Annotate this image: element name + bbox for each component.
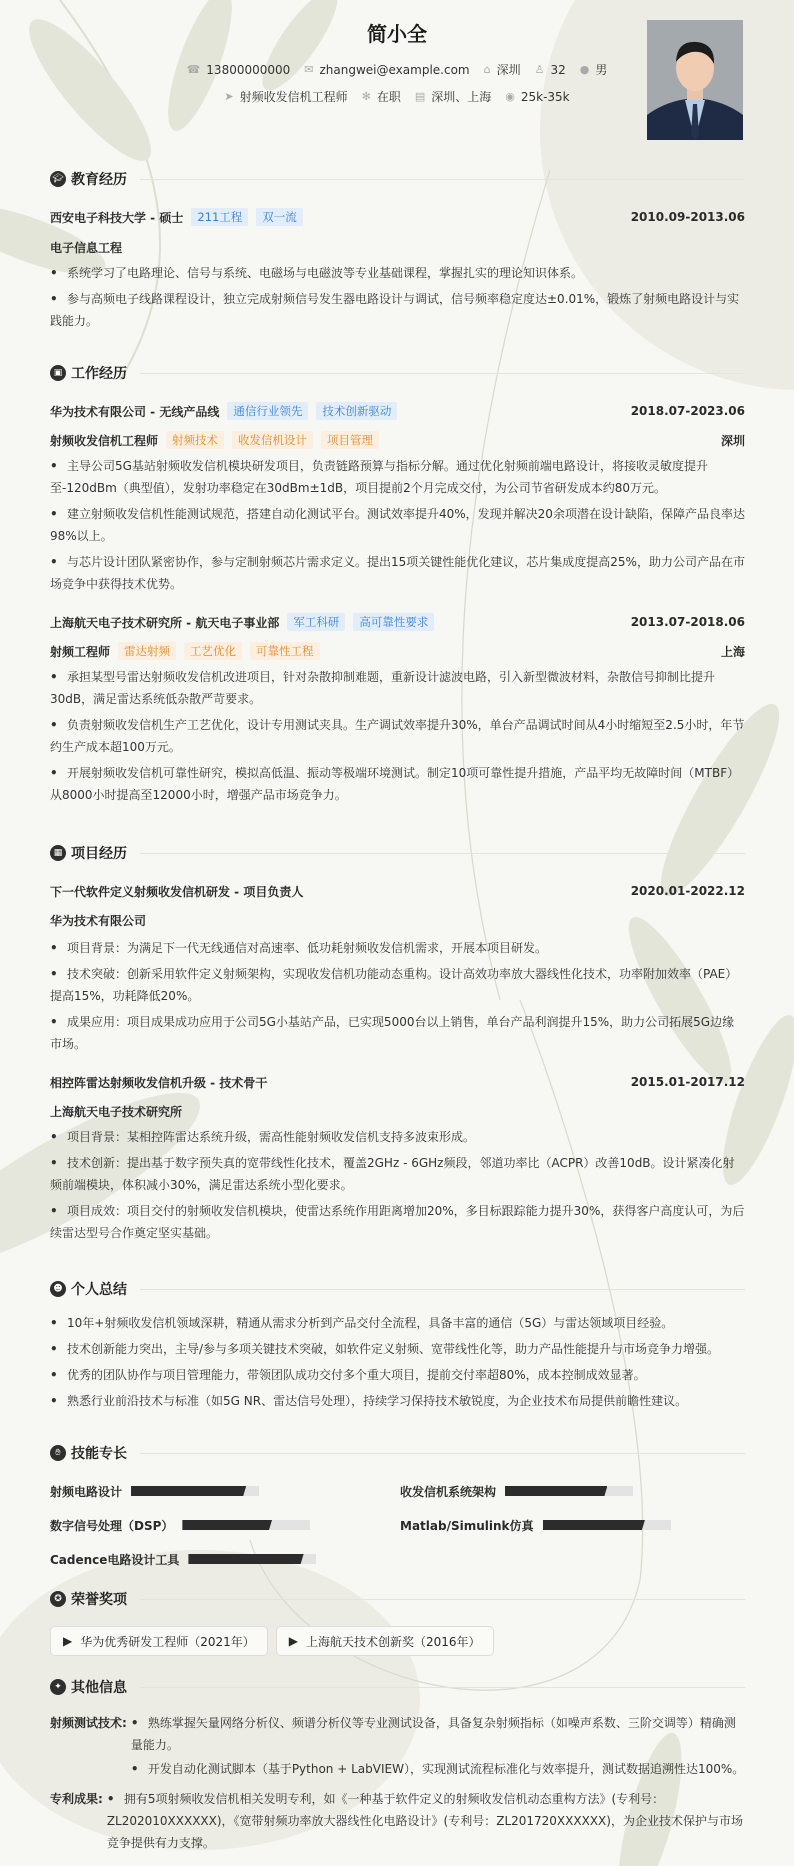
skill-bar: [505, 1486, 633, 1496]
triangle-right-icon: ▶: [288, 1634, 299, 1648]
project-name: 相控阵雷达射频收发信机升级 - 技术骨干: [50, 1075, 268, 1090]
skill-bar-fill: [188, 1554, 303, 1564]
skill-name: 数字信号处理（DSP）: [50, 1518, 174, 1533]
phone: 13800000000: [206, 62, 291, 77]
tag: 军工科研: [287, 613, 345, 631]
skill-bar-fill: [505, 1486, 607, 1496]
other-item: [50, 1788, 745, 1856]
list-item: • 技术突破：创新采用软件定义射频架构，实现收发信机功能动态重构。设计高效功率放大器线性化技术，功率附加效率（PAE）提高15%，功耗降低20%。: [50, 967, 738, 1003]
tag: 双一流: [256, 208, 303, 226]
section-title: 工作经历: [71, 366, 127, 382]
skill-bar: [131, 1486, 259, 1496]
skill-bar: [543, 1520, 671, 1530]
list-item: • 项目成效：项目交付的射频收发信机模块，使雷达系统作用距离增加20%，多目标跟踪能力提升30%，获得客户高度认可，为后续雷达型号合作奠定坚实基础。: [50, 1204, 745, 1240]
date: 2010.09-2013.06: [630, 210, 745, 224]
skill-item: [400, 1480, 745, 1502]
other-label: 专利成果:: [50, 1792, 103, 1806]
grid-icon: ▦: [50, 845, 66, 861]
tag: 项目管理: [321, 431, 379, 449]
thumbs-up-icon: ✋︎: [50, 1445, 66, 1461]
candidate-name: 简小全: [367, 22, 427, 46]
section-title: 荣誉奖项: [71, 1592, 127, 1608]
award-item: ▶ 华为优秀研发工程师（2021年）: [50, 1626, 268, 1656]
gender-icon: ●: [579, 63, 590, 76]
tag: 高可靠性要求: [353, 613, 434, 631]
city: 深圳: [496, 63, 521, 77]
target-city: 深圳、上海: [431, 90, 492, 104]
location: 上海: [720, 644, 745, 659]
section-title: 其他信息: [71, 1680, 127, 1696]
work-section: [50, 362, 745, 806]
section-title: 项目经历: [71, 846, 127, 862]
profile-photo: [647, 20, 743, 140]
company: 上海航天电子技术研究所 - 航天电子事业部: [50, 615, 280, 630]
email[interactable]: zhangwei@example.com: [319, 62, 470, 77]
briefcase-icon: ▣: [50, 365, 66, 381]
list-item: • 开发自动化测试脚本（基于Python + LabVIEW），实现测试流程标准化与效率提升，测试数据追溯性达100%。: [130, 1762, 745, 1776]
skill-bar-fill: [543, 1520, 645, 1530]
list-item: • 优秀的团队协作与项目管理能力，带领团队成功交付多个重大项目，提前交付率超80%，成本控制成效显著。: [50, 1368, 646, 1382]
section-title: 个人总结: [71, 1282, 127, 1298]
salary-icon: ◉: [505, 90, 515, 103]
list-item: • 熟悉行业前沿技术与标准（如5G NR、雷达信号处理），持续学习保持技术敏锐度，为企业技术布局提供前瞻性建议。: [50, 1394, 688, 1408]
role: 射频工程师: [50, 644, 111, 659]
list-item: • 成果应用：项目成果成功应用于公司5G小基站产品，已实现5000台以上销售，单台产品利润提升15%，助力公司拓展5G边缘市场。: [50, 1015, 735, 1051]
tag: 211工程: [191, 208, 248, 226]
role: 射频收发信机工程师: [50, 433, 159, 448]
list-item: • 熟练掌握矢量网络分析仪、频谱分析仪等专业测试设备，具备复杂射频指标（如噪声系数、三阶交调等）精确测量能力。: [130, 1716, 736, 1752]
award-icon: ✪: [50, 1591, 66, 1607]
list-item: • 项目背景：为满足下一代无线通信对高速率、低功耗射频收发信机需求，开展本项目研发。: [50, 941, 548, 955]
tag: 技术创新驱动: [316, 402, 397, 420]
awards-section: [50, 1588, 745, 1656]
skill-bar: [188, 1554, 316, 1564]
position: 射频收发信机工程师: [239, 90, 348, 104]
phone-icon: ☎: [186, 63, 201, 76]
list-item: • 承担某型号雷达射频收发信机改进项目，针对杂散抑制难题，重新设计滤波电路，引入新型微波材料，杂散信号抑制比提升30dB，满足雷达系统低杂散严苛要求。: [50, 670, 716, 706]
list-item: • 技术创新能力突出，主导/参与多项关键技术突破，如软件定义射频、宽带线性化等，助力产品性能提升与市场竞争力增强。: [50, 1342, 720, 1356]
list-item: • 与芯片设计团队紧密协作，参与定制射频芯片需求定义。提出15项关键性能优化建议，芯片集成度提高25%，助力公司产品在市场竞争中获得技术优势。: [50, 555, 745, 591]
skill-bar-fill: [131, 1486, 246, 1496]
date: 2015.01-2017.12: [630, 1075, 745, 1089]
section-title: 技能专长: [71, 1446, 127, 1462]
skill-bar: [182, 1520, 310, 1530]
list-item: • 建立射频收发信机性能测试规范，搭建自动化测试平台。测试效率提升40%，发现并解决20余项潜在设计缺陷，保障产品良率达98%以上。: [50, 507, 745, 543]
graduation-cap-icon: 🎓︎: [50, 171, 66, 187]
send-icon: ➤: [224, 90, 234, 103]
project-company: 上海航天电子技术研究所: [50, 1104, 183, 1119]
list-item: • 系统学习了电路理论、信号与系统、电磁场与电磁波等专业基础课程，掌握扎实的理论知识体系。: [50, 266, 584, 280]
projects-section: [50, 842, 745, 1244]
salary: 25k-35k: [520, 89, 570, 104]
other-section: [50, 1676, 745, 1856]
mail-icon: ✉: [304, 63, 314, 76]
skills-section: [50, 1442, 745, 1570]
age: 32: [550, 62, 566, 77]
skill-item: [50, 1514, 400, 1536]
gender: 男: [595, 63, 608, 77]
home-icon: ⌂: [483, 63, 491, 76]
major: 电子信息工程: [50, 240, 123, 255]
info-icon: ✦: [50, 1679, 66, 1695]
project-company: 华为技术有限公司: [50, 913, 147, 928]
tag: 雷达射频: [118, 642, 176, 660]
skill-name: 收发信机系统架构: [400, 1484, 497, 1499]
status: 在职: [376, 90, 401, 104]
award-item: ▶ 上海航天技术创新奖（2016年）: [276, 1626, 494, 1656]
skill-name: 射频电路设计: [50, 1484, 123, 1499]
tag: 收发信机设计: [232, 431, 313, 449]
list-item: • 10年+射频收发信机领域深耕，精通从需求分析到产品交付全流程，具备丰富的通信（5G）与雷达领域项目经验。: [50, 1316, 674, 1330]
list-item: • 主导公司5G基站射频收发信机模块研发项目，负责链路预算与指标分解。通过优化射频前端电路设计，将接收灵敏度提升至-120dBm（典型值），发射功率稳定在30dBm±1dB，项目提前2个月完成交付，为公司节省研发成本约80万元。: [50, 459, 708, 495]
tag: 通信行业领先: [227, 402, 308, 420]
summary-section: [50, 1278, 745, 1412]
age-icon: ♙: [534, 63, 545, 76]
skill-name: Cadence电路设计工具: [50, 1552, 180, 1567]
section-title: 教育经历: [71, 172, 127, 188]
school: 西安电子科技大学 - 硕士: [50, 210, 184, 225]
list-item: • 负责射频收发信机生产工艺优化，设计专用测试夹具。生产调试效率提升30%，单台产品调试时间从4小时缩短至2.5小时，年节约生产成本超100万元。: [50, 718, 745, 754]
location: 深圳: [720, 433, 745, 448]
list-item: • 技术创新：提出基于数字预失真的宽带线性化技术，覆盖2GHz - 6GHz频段，邻道功率比（ACPR）改善10dB。设计紧凑化射频前端模块，体积减小30%，满足雷达系统小型化要求。: [50, 1156, 735, 1192]
skill-item: [400, 1514, 745, 1536]
date: 2018.07-2023.06: [630, 404, 745, 418]
skill-item: [50, 1548, 400, 1570]
other-label: 射频测试技术:: [50, 1716, 127, 1730]
status-icon: ✻: [361, 90, 371, 103]
project-name: 下一代软件定义射频收发信机研发 - 项目负责人: [50, 884, 304, 899]
triangle-right-icon: ▶: [63, 1634, 73, 1648]
list-item: • 开展射频收发信机可靠性研究，模拟高低温、振动等极端环境测试。制定10项可靠性提升措施，产品平均无故障时间（MTBF）从8000小时提高至12000小时，增强产品市场竞争力。: [50, 766, 740, 802]
user-icon: ☻: [50, 1281, 66, 1297]
skill-name: Matlab/Simulink仿真: [400, 1518, 534, 1533]
tag: 射频技术: [166, 431, 224, 449]
list-item: • 拥有5项射频收发信机相关发明专利，如《一种基于软件定义的射频收发信机动态重构方法》(专利号：ZL202010XXXXXX)，《宽带射频功率放大器线性化电路设计》(专利号：ZL201720XXXXXX)，为企业技术保护与市场竞争提供有力支撑。: [106, 1792, 743, 1850]
other-item: [50, 1712, 745, 1782]
skill-bar-fill: [182, 1520, 272, 1530]
building-icon: ▤: [414, 90, 426, 103]
education-section: [50, 168, 745, 332]
tag: 工艺优化: [184, 642, 242, 660]
skill-item: [50, 1480, 400, 1502]
list-item: • 项目背景：某相控阵雷达系统升级，需高性能射频收发信机支持多波束形成。: [50, 1130, 476, 1144]
company: 华为技术有限公司 - 无线产品线: [50, 404, 220, 419]
tag: 可靠性工程: [250, 642, 320, 660]
date: 2020.01-2022.12: [630, 884, 745, 898]
date: 2013.07-2018.06: [630, 615, 745, 629]
list-item: • 参与高频电子线路课程设计，独立完成射频信号发生器电路设计与调试，信号频率稳定度达±0.01%，锻炼了射频电路设计与实践能力。: [50, 292, 740, 328]
